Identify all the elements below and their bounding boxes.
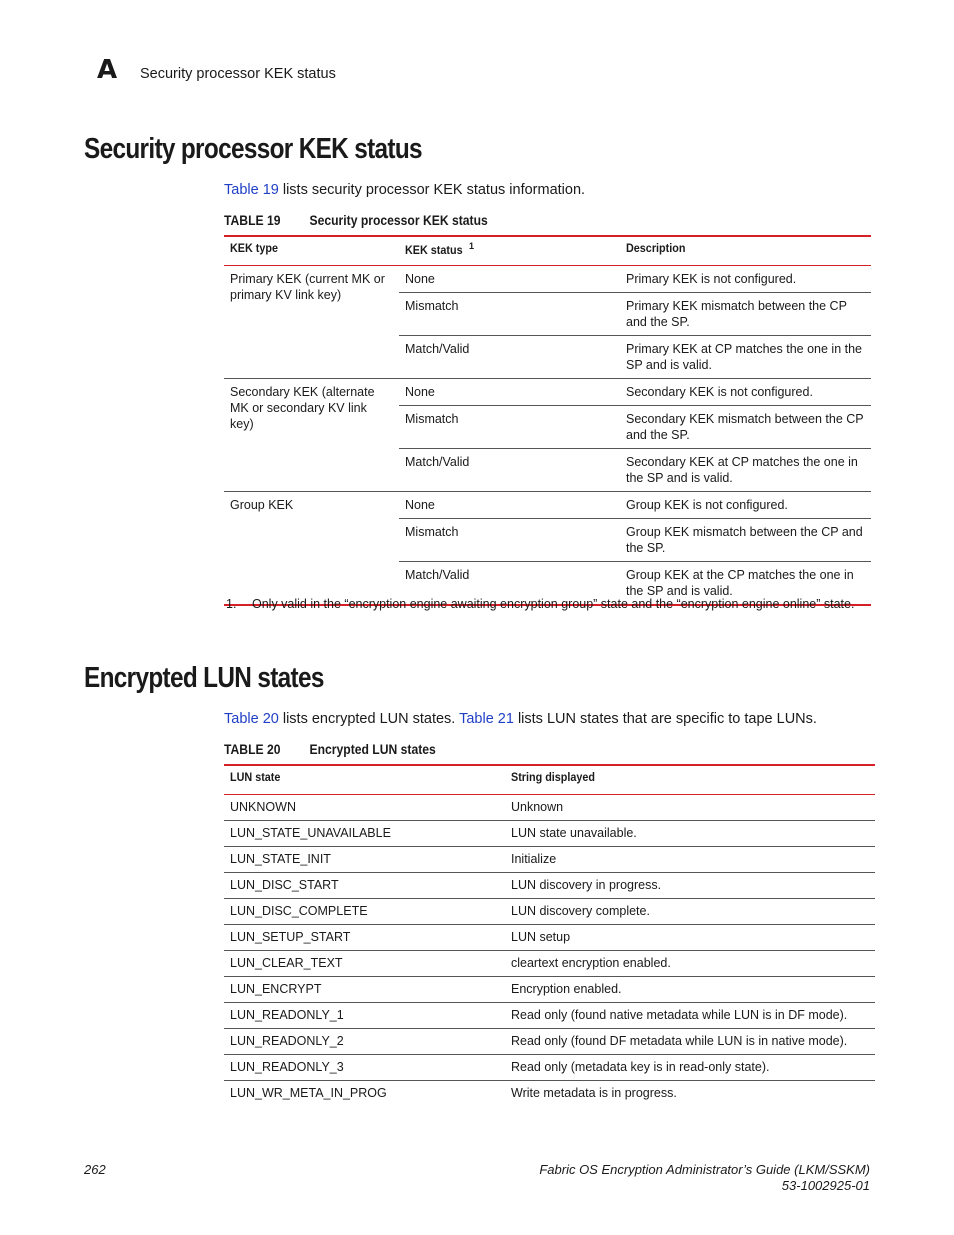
- table-row: [224, 820, 875, 846]
- description-cell: Secondary KEK at CP matches the one in the SP and is valid.: [620, 448, 871, 491]
- table-20-label: TABLE 20: [224, 742, 281, 757]
- lun-intro-text-mid: lists encrypted LUN states.: [278, 711, 460, 727]
- lun-state-cell: LUN_DISC_START: [224, 872, 505, 898]
- kek-status-cell: Match/Valid: [399, 335, 620, 378]
- string-displayed-cell: Encryption enabled.: [505, 976, 875, 1002]
- lun-intro-text-rest: lists LUN states that are specific to tape LUNs.: [513, 711, 817, 727]
- table-row: [224, 378, 871, 405]
- string-displayed-cell: LUN state unavailable.: [505, 820, 875, 846]
- kek-intro-text: lists security processor KEK status information.: [278, 182, 586, 198]
- section-heading-kek: Security processor KEK status: [84, 133, 422, 165]
- column-header-description: Description: [626, 241, 686, 255]
- string-displayed-cell: Initialize: [505, 846, 875, 872]
- lun-state-cell: LUN_WR_META_IN_PROG: [230, 1085, 387, 1100]
- kek-intro: [224, 182, 585, 198]
- lun-state-cell: LUN_READONLY_2: [224, 1028, 505, 1054]
- description-cell: Primary KEK is not configured.: [620, 265, 871, 292]
- description-cell: Group KEK is not configured.: [620, 491, 871, 518]
- lun-state-cell: LUN_READONLY_1: [224, 1002, 505, 1028]
- kek-status-cell: Match/Valid: [399, 448, 620, 491]
- footer-doc-title: Fabric OS Encryption Administrator’s Guide (LKM/SSKM): [539, 1162, 870, 1177]
- table-row: [224, 924, 875, 950]
- running-header: Security processor KEK status: [140, 66, 336, 82]
- table-row: [224, 1002, 875, 1028]
- footnote-text: Only valid in the “encryption engine awaiting encryption group” state and the “encryption engine online” state.: [252, 597, 855, 611]
- table-row: [224, 872, 875, 898]
- string-displayed-cell: Unknown: [505, 794, 875, 820]
- description-cell: Group KEK mismatch between the CP and the SP.: [620, 518, 871, 561]
- table-20-link[interactable]: Table 20: [224, 711, 279, 727]
- lun-state-cell: UNKNOWN: [224, 794, 505, 820]
- table-row: [224, 1080, 875, 1106]
- lun-states-table: [224, 764, 875, 1106]
- description-cell: Primary KEK at CP matches the one in the SP and is valid.: [620, 335, 871, 378]
- table-header-row: [224, 236, 871, 265]
- section-heading-lun: Encrypted LUN states: [84, 662, 324, 694]
- column-header-kek-type: KEK type: [230, 241, 279, 255]
- table-row: [224, 1054, 875, 1080]
- table-20-caption: [224, 742, 436, 757]
- page-number: 262: [84, 1162, 106, 1177]
- table-row: [224, 794, 875, 820]
- appendix-letter: A: [97, 55, 118, 85]
- table-row: [224, 491, 871, 518]
- table-row: [224, 265, 871, 292]
- lun-state-cell: LUN_STATE_UNAVAILABLE: [224, 820, 505, 846]
- lun-state-cell: LUN_DISC_COMPLETE: [224, 898, 505, 924]
- table-row: [224, 950, 875, 976]
- table-footnote: [226, 597, 854, 611]
- kek-status-cell: Mismatch: [399, 405, 620, 448]
- footer-doc-info: [539, 1162, 870, 1194]
- footer-doc-number: 53-1002925-01: [781, 1178, 870, 1193]
- lun-state-cell: LUN_ENCRYPT: [224, 976, 505, 1002]
- footnote-number: 1.: [226, 597, 237, 611]
- kek-status-cell: Match/Valid: [405, 567, 470, 582]
- kek-status-cell: Mismatch: [399, 518, 620, 561]
- description-cell: Secondary KEK mismatch between the CP and the SP.: [620, 405, 871, 448]
- table-21-link[interactable]: Table 21: [459, 711, 514, 727]
- table-row: [224, 898, 875, 924]
- lun-state-cell: LUN_SETUP_START: [224, 924, 505, 950]
- description-cell: Primary KEK mismatch between the CP and the SP.: [620, 292, 871, 335]
- lun-state-cell: LUN_CLEAR_TEXT: [224, 950, 505, 976]
- column-header-kek-status: KEK status $^1$: [405, 241, 475, 257]
- table-header-row: [224, 765, 875, 794]
- string-displayed-cell: LUN discovery in progress.: [505, 872, 875, 898]
- lun-state-cell: LUN_STATE_INIT: [224, 846, 505, 872]
- string-displayed-cell: cleartext encryption enabled.: [505, 950, 875, 976]
- string-displayed-cell: Write metadata is in progress.: [511, 1085, 677, 1100]
- footnote-marker: 1: [469, 241, 475, 251]
- kek-type-cell: Group KEK: [230, 497, 294, 512]
- description-cell: Group KEK at the CP matches the one in the SP and is valid.: [626, 567, 854, 598]
- string-displayed-cell: LUN setup: [505, 924, 875, 950]
- table-row: [224, 976, 875, 1002]
- lun-intro: [224, 711, 817, 727]
- table-19-caption: [224, 213, 488, 228]
- string-displayed-cell: Read only (metadata key is in read-only state).: [505, 1054, 875, 1080]
- kek-status-cell: None: [399, 265, 620, 292]
- string-displayed-cell: Read only (found native metadata while LUN is in DF mode).: [505, 1002, 875, 1028]
- string-displayed-cell: Read only (found DF metadata while LUN is in native mode).: [505, 1028, 875, 1054]
- kek-type-cell: Primary KEK (current MK or primary KV link key): [224, 265, 399, 378]
- lun-state-cell: LUN_READONLY_3: [224, 1054, 505, 1080]
- table-20-title: Encrypted LUN states: [309, 742, 436, 757]
- description-cell: Secondary KEK is not configured.: [620, 378, 871, 405]
- kek-status-cell: None: [399, 378, 620, 405]
- table-19-label: TABLE 19: [224, 213, 281, 228]
- kek-status-cell: None: [399, 491, 620, 518]
- column-header-lun-state: LUN state: [230, 770, 281, 784]
- column-header-string-displayed: String displayed: [511, 770, 596, 784]
- table-row: [224, 846, 875, 872]
- table-19-link[interactable]: Table 19: [224, 182, 279, 198]
- kek-status-cell: Mismatch: [399, 292, 620, 335]
- table-row: [224, 1028, 875, 1054]
- table-19-title: Security processor KEK status: [309, 213, 488, 228]
- kek-type-cell: Secondary KEK (alternate MK or secondary KV link key): [224, 378, 399, 491]
- kek-status-table: [224, 235, 871, 606]
- string-displayed-cell: LUN discovery complete.: [505, 898, 875, 924]
